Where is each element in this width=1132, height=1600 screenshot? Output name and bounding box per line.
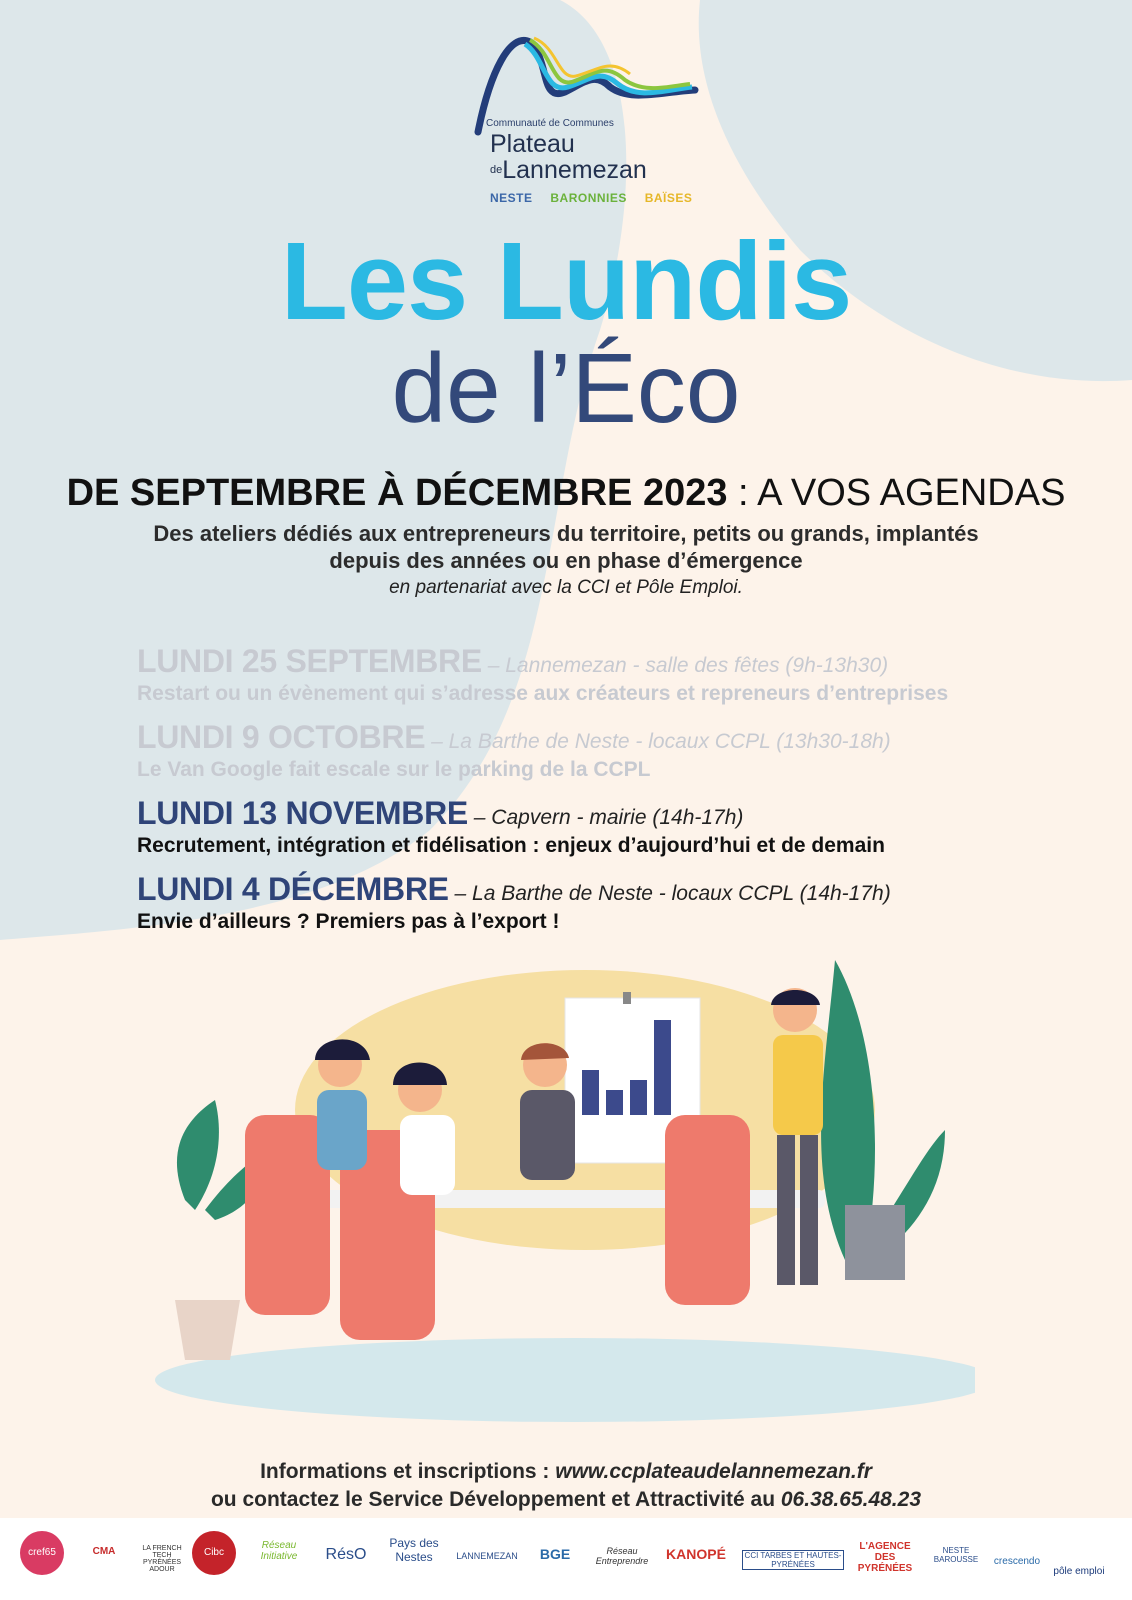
event-description: Restart ou un évènement qui s’adresse aux créateurs et repreneurs d’entreprises (137, 682, 949, 705)
partner-french-tech: LA FRENCH TECH PYRÉNÉES ADOUR (142, 1545, 182, 1573)
event-description: Recrutement, intégration et fidélisation : enjeux d’aujourd’hui et de demain (137, 834, 885, 857)
title-line1: Les Lundis (280, 220, 852, 343)
event-1 (137, 643, 1097, 706)
partner-lannemezan: LANNEMEZAN (456, 1551, 518, 1561)
partner-reseau-initiative: Réseau Initiative (260, 1540, 298, 1562)
info-phone: 06.38.65.48.23 (780, 1488, 922, 1511)
event-description: Le Van Google fait escale sur le parking de la CCPL (137, 758, 651, 781)
partner-cref65: cref65 (20, 1531, 64, 1575)
event-description: Envie d’ailleurs ? Premiers pas à l’export ! (137, 910, 560, 933)
event-location: – La Barthe de Neste - locaux CCPL (14h-17h) (448, 882, 891, 905)
event-location: – La Barthe de Neste - locaux CCPL (13h30-18h) (425, 730, 891, 753)
subtitle-line2: depuis des années ou en phase d’émergence (329, 548, 803, 573)
partner-crescendo: crescendo (993, 1556, 1041, 1567)
subtitle (0, 520, 1132, 574)
partner-cma: CMA (92, 1546, 116, 1557)
partner-cibc: Cibc (192, 1531, 236, 1575)
partner-neste-barousse: NESTE BAROUSSE (933, 1546, 979, 1564)
info-contact: ou contactez le Service Développement et Attractivité au (210, 1488, 781, 1511)
tag-baronnies: BARONNIES (550, 191, 627, 205)
info-block (0, 1458, 1132, 1514)
event-date: LUNDI 4 DÉCEMBRE (137, 871, 449, 907)
partner-kanope: KANOPÉ (666, 1546, 726, 1562)
event-location: – Capvern - mairie (14h-17h) (467, 806, 744, 829)
event-date: LUNDI 9 OCTOBRE (137, 719, 426, 755)
logo-lannemezan: Lannemezan (502, 156, 647, 184)
partner-agence-pyrenees: L'AGENCE DES PYRÉNÉES (857, 1541, 913, 1574)
event-date: LUNDI 13 NOVEMBRE (137, 795, 468, 831)
headline-dates: DE SEPTEMBRE À DÉCEMBRE 2023 (66, 472, 728, 514)
logo-tags (490, 191, 692, 205)
subtitle-line1: Des ateliers dédiés aux entrepreneurs du territoire, petits ou grands, implantés (153, 521, 979, 546)
event-date: LUNDI 25 SEPTEMBRE (137, 643, 482, 679)
partner-pole-emploi: pôle emploi (1053, 1566, 1105, 1577)
event-4 (137, 871, 1097, 934)
partner-reso: RésO (325, 1546, 367, 1563)
partner-reseau-entreprendre: Réseau Entreprendre (595, 1546, 649, 1566)
event-3 (137, 795, 1097, 858)
logo-name-line1: Plateau (490, 130, 575, 158)
info-url-link[interactable]: www.ccplateaudelannemezan.fr (555, 1460, 872, 1483)
tag-baises: BAÏSES (644, 191, 693, 205)
partner-cci: CCI TARBES ET HAUTES-PYRÉNÉES (742, 1550, 844, 1570)
event-location: – Lannemezan - salle des fêtes (9h-13h30) (481, 654, 889, 677)
partnership-text: en partenariat avec la CCI et Pôle Emploi. (389, 577, 743, 598)
partner-bge: BGE (539, 1546, 571, 1562)
info-label: Informations et inscriptions : (260, 1460, 556, 1483)
headline (0, 471, 1132, 515)
headline-rest: : A VOS AGENDAS (727, 472, 1066, 514)
title-line2: de l’Éco (391, 333, 741, 443)
tag-neste: NESTE (490, 191, 533, 205)
meeting-illustration (145, 950, 975, 1430)
partner-pays-des-nestes: Pays des Nestes (389, 1536, 439, 1564)
logo-de: de (490, 164, 503, 176)
logo-name-line2 (490, 157, 647, 183)
logo-subtitle: Communauté de Communes (486, 118, 614, 129)
event-2 (137, 719, 1097, 782)
